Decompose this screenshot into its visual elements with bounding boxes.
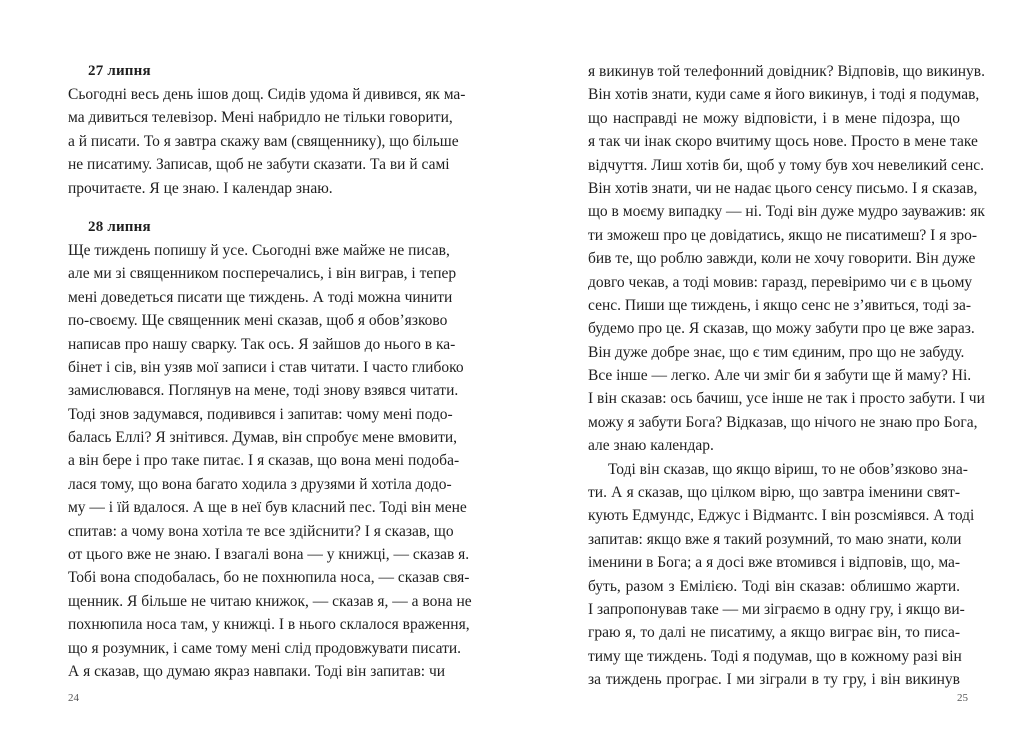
page-number: 24 xyxy=(68,692,79,704)
text-line: не писатиму. Записав, щоб не забути сказати. Та ви й самі xyxy=(68,156,450,174)
text-line: прочитаєте. Я це знаю. І календар знаю. xyxy=(68,179,333,197)
text-line: бінет і сів, він узяв мої записи і став читати. І часто глибоко xyxy=(68,358,464,376)
text-line: бив те, що роблю завжди, коли не хочу говорити. Він дуже xyxy=(588,250,976,268)
text-line: Сьогодні весь день ішов дощ. Сидів удома й дивився, як ма- xyxy=(68,86,466,103)
text-line: кують Едмундс, Еджус і Відмантс. І він розсміявся. А тоді xyxy=(588,507,975,525)
text-line: ти. А я сказав, що цілком вірю, що завтра іменини свят- xyxy=(588,484,960,502)
text-line: Тоді знов задумався, подивився і запитав: чому мені подо- xyxy=(68,405,453,423)
text-line: я так чи інак скоро вчитиму щось нове. Просто в мене таке xyxy=(588,133,978,151)
text-line: похнюпила носа там, у книжці. І в нього склалося враження, xyxy=(68,616,470,634)
text-line: ти зможеш про це довідатись, якщо не писатимеш? І я зро- xyxy=(588,226,978,244)
text-line: му — і їй вдалося. А ще в неї був класний пес. Тоді він мене xyxy=(68,499,467,517)
text-line: Тобі вона сподобалась, бо не похнюпила носа, — сказав свя- xyxy=(68,569,470,587)
entry-heading: 27 липня xyxy=(88,63,151,79)
text-line: спитав: а чому вона хотіла те все здійснити? І я сказав, що xyxy=(68,522,454,540)
text-line: ма дивиться телевізор. Мені набридло не тільки говорити, xyxy=(68,109,453,127)
diary-entry-july-28 xyxy=(68,216,472,683)
text-line: я викинув той телефонний довідник? Відповів, що викинув. xyxy=(588,63,986,80)
paragraph xyxy=(588,60,986,458)
text-line: сенс. Пиши ще тиждень, і якщо сенс не з’явиться, тоді за- xyxy=(588,296,971,314)
text-line: А я сказав, що думаю якраз навпаки. Тоді він запитав: чи xyxy=(68,662,446,680)
text-line: мені доведеться писати ще тиждень. А тоді можна чинити xyxy=(68,288,453,306)
text-line: будемо про це. Я сказав, що можу забути про це вже зараз. xyxy=(588,320,975,338)
text-line: за тиждень програє. І ми зіграли в ту гру, і він викинув xyxy=(588,671,960,689)
text-line: тиму ще тиждень. Тоді я подумав, що в кожному разі він xyxy=(588,647,962,665)
text-line: але ми зі священником посперечались, і він виграв, і тепер xyxy=(68,265,457,283)
text-line: довго чекав, а тоді мовив: гаразд, перевіримо чи є в цьому xyxy=(588,273,973,291)
text-line: іменини в Бога; а я досі вже втомився і відповів, що, ма- xyxy=(588,554,961,572)
text-line: а й писати. То я завтра скажу вам (священнику), що більше xyxy=(68,132,459,150)
text-line: І він сказав: ось бачиш, усе інше не так і просто забути. І чи xyxy=(588,390,985,408)
right-page xyxy=(512,0,1024,752)
text-line: Ще тиждень попишу й усе. Сьогодні вже майже не писав, xyxy=(68,241,450,259)
text-line: граю я, то далі не писатиму, а якщо виграє він, то писа- xyxy=(588,624,960,642)
entry-heading: 28 липня xyxy=(88,218,151,235)
text-line: Все інше — легко. Але чи зміг би я забути ще й маму? Ні. xyxy=(588,367,972,385)
text-line: замислювався. Поглянув на мене, тоді знову взявся читати. xyxy=(68,382,459,400)
text-line: балась Еллі? Я знітився. Думав, він спробує мене вмовити, xyxy=(68,429,458,447)
text-line: Він хотів знати, куди саме я його викинув, і тоді я подумав, xyxy=(588,86,980,104)
diary-entry-july-27 xyxy=(68,60,466,200)
text-line: щенник. Я більше не читаю книжок, — сказав я, — а вона не xyxy=(68,592,472,610)
text-line: лася тому, що вона багато ходила з друзями й хотіла додо- xyxy=(68,475,452,493)
text-line: що в моєму випадку — ні. Тоді він дуже мудро зауважив: як xyxy=(588,203,985,221)
text-line: написав про нашу сварку. Так ось. Я зайшов до нього в ка- xyxy=(68,335,456,353)
text-line: буть, разом з Емілією. Тоді він сказав: облишмо жарти. xyxy=(588,577,960,595)
text-line: відчуття. Лиш хотів би, щоб у тому був хоч невеликий сенс. xyxy=(588,156,985,174)
text-line: по-своєму. Ще священник мені сказав, щоб я обов’язково xyxy=(68,312,448,330)
text-line: Тоді він сказав, що якщо віриш, то не обов’язково зна- xyxy=(608,460,968,478)
text-line: що насправді не можу відповісти, і в мене підозра, що xyxy=(588,109,960,127)
page-number: 25 xyxy=(957,692,968,704)
text-line: що я розумник, і саме тому мені слід продовжувати писати. xyxy=(68,639,462,657)
text-line: можу я забути Бога? Відказав, що нічого не знаю про Бога, xyxy=(588,413,978,431)
left-page-text xyxy=(68,60,472,683)
text-line: а він бере і про таке питає. І я сказав, що вона мені подоба- xyxy=(68,452,460,470)
text-line: але знаю календар. xyxy=(588,437,714,455)
text-line: Він хотів знати, чи не надає цього сенсу письмо. І я сказав, xyxy=(588,179,978,197)
text-line: Він дуже добре знає, що є тим єдиним, про що не забуду. xyxy=(588,343,965,361)
right-page-text xyxy=(588,60,986,692)
text-line: запитав: якщо вже я такий розумний, то маю знати, коли xyxy=(588,530,962,548)
text-line: от цього вже не знаю. І взагалі вона — у книжці, — сказав я. xyxy=(68,546,470,564)
paragraph xyxy=(588,458,975,692)
text-line: І запропонував таке — ми зіграємо в одну гру, і якщо ви- xyxy=(588,600,965,618)
